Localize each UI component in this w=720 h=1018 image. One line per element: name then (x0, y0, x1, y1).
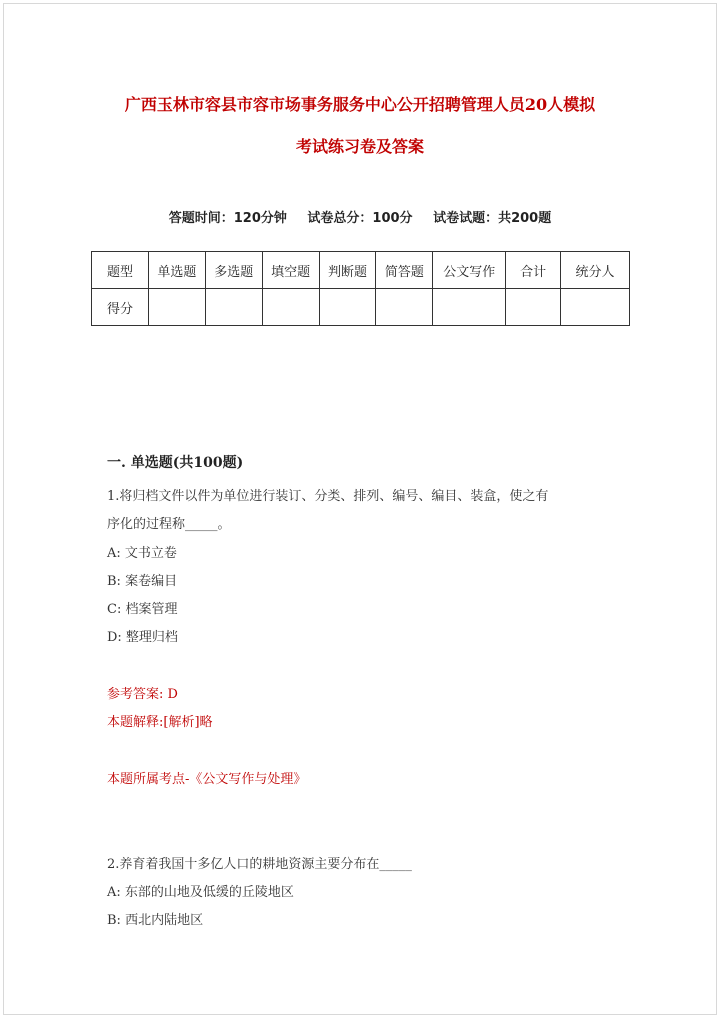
exam-meta (0, 207, 720, 226)
exam-time: 答题时间：120分钟 (168, 211, 287, 226)
score-header-cell: 多选题 (205, 252, 262, 289)
question-1-explanation: 本题解释:[解析]略 (107, 715, 213, 730)
score-table-score-row (92, 289, 630, 326)
question-1-option-c: C: 档案管理 (107, 602, 178, 617)
score-table (91, 251, 630, 326)
score-header-cell: 公文写作 (433, 252, 506, 289)
score-table-header-row (92, 252, 630, 289)
section-title: 一. 单选题(共100题) (107, 455, 244, 471)
question-1-stem-line2: 序化的过程称_____。 (107, 517, 231, 532)
question-2-option-b: B: 西北内陆地区 (107, 913, 204, 928)
exam-total-score: 试卷总分：100分 (307, 211, 413, 226)
question-1-topic: 本题所属考点-《公文写作与处理》 (107, 772, 307, 787)
score-cell (561, 289, 630, 326)
score-cell (148, 289, 205, 326)
question-1-option-a: A: 文书立卷 (107, 546, 177, 561)
score-header-cell: 填空题 (262, 252, 319, 289)
score-header-cell: 单选题 (148, 252, 205, 289)
score-header-cell: 统分人 (561, 252, 630, 289)
score-cell (205, 289, 262, 326)
question-1-stem-line1: 1.将归档文件以件为单位进行装订、分类、排列、编号、编目、装盒，使之有 (107, 489, 549, 504)
question-1-option-d: D: 整理归档 (107, 630, 178, 645)
score-row-label: 得分 (92, 289, 149, 326)
exam-question-count: 试卷试题：共200题 (433, 211, 552, 226)
question-2-option-a: A: 东部的山地及低缓的丘陵地区 (107, 885, 294, 900)
question-2-stem: 2.养育着我国十多亿人口的耕地资源主要分布在_____ (107, 857, 412, 872)
score-header-cell: 判断题 (319, 252, 376, 289)
question-1-option-b: B: 案卷编目 (107, 574, 178, 589)
score-header-cell: 题型 (92, 252, 149, 289)
score-cell (319, 289, 376, 326)
exam-title-line1: 广西玉林市容县市容市场事务服务中心公开招聘管理人员20人模拟 (124, 95, 596, 114)
exam-title-line2: 考试练习卷及答案 (295, 137, 424, 156)
score-cell (262, 289, 319, 326)
score-cell (433, 289, 506, 326)
question-1-answer: 参考答案: D (107, 687, 178, 702)
score-cell (376, 289, 433, 326)
score-header-cell: 简答题 (376, 252, 433, 289)
score-header-cell: 合计 (506, 252, 561, 289)
score-cell (506, 289, 561, 326)
